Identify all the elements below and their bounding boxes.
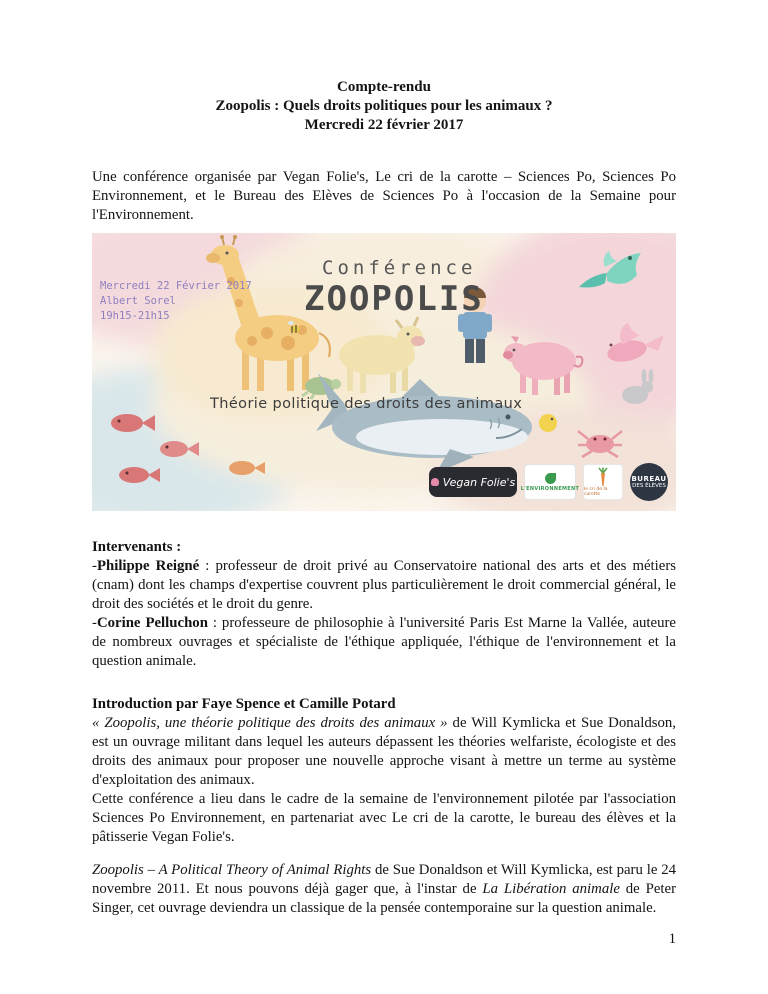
speaker-paragraph-2: [92, 614, 676, 671]
poster-schedule-place: Albert Sorel: [100, 295, 176, 307]
logo-cri-de-la-carotte: [583, 464, 623, 500]
zoopolis-book-title-en: Zoopolis – A Political Theory of Animal Rights: [92, 862, 372, 878]
introduction-paragraph-2: [92, 790, 676, 847]
logo-carotte-label: le cri de la carotte: [584, 487, 608, 497]
introduction-paragraph-1: [92, 714, 676, 790]
conference-poster-image: [92, 233, 676, 511]
intervenants-heading: Intervenants :: [92, 539, 182, 555]
title-line-1: Compte-rendu: [337, 79, 431, 95]
page-number: 1: [668, 931, 676, 947]
logo-environnement-label: L'ENVIRONNEMENT: [520, 485, 580, 492]
speaker-2-description: : professeure de philosophie à l'université Paris Est Marne la Vallée, auteure de nombreux ouvrages et spécialiste de l'éthique appliquée, l'éthique de l'environnement et la question animale.: [92, 615, 676, 669]
introduction-paragraph-1-text: de Will Kymlicka et Sue Donaldson, est un ouvrage militant dans lequel les auteurs dépassent les théories welfariste, écologiste et des droits des animaux pour proposer une nouvelle approche visant à mettre un terme au système d'exploitation des animaux.: [92, 715, 676, 788]
poster-title-large: ZOOPOLIS: [304, 279, 484, 319]
intro-paragraph: [92, 168, 676, 225]
logo-bureau-line2: DES ÉLÈVES: [632, 483, 666, 489]
cupcake-icon: [431, 478, 439, 486]
poster-subtitle: Théorie politique des droits des animaux: [210, 396, 523, 412]
document-title-block: [92, 78, 676, 135]
speaker-2-name: Corine Pelluchon: [96, 615, 208, 631]
liberation-animale-title: La Libération animale: [482, 881, 620, 897]
speaker-1-description: : professeur de droit privé au Conservatoire national des arts et des métiers (cnam) dont les champs d'expertise couvrent plus particulièrement le droit commercial général, le droit des sociétés et le droit du genre.: [92, 558, 677, 612]
closing-paragraph-text-1: de Sue Donaldson et Will Kymlicka, est paru le 24 novembre 2011. Et nous pouvons déjà gager que, à l'instar de: [92, 862, 677, 897]
introduction-paragraph-2-text: Cette conférence a lieu dans le cadre de la semaine de l'environnement pilotée par l'association Sciences Po Environnement, en partenariat avec Le cri de la carotte, le bureau des élèves et la pâtisserie Vegan Folie's.: [92, 791, 676, 845]
intro-text: Une conférence organisée par Vegan Folie's, Le cri de la carotte – Sciences Po, Sciences Po Environnement, et le Bureau des Elèves de Sciences Po à l'occasion de la Semaine pour l'Environnement.: [92, 169, 676, 223]
speaker-paragraph-1: [92, 557, 676, 614]
zoopolis-book-title-fr: « Zoopolis, une théorie politique des droits des animaux »: [92, 715, 448, 731]
closing-paragraph-text-2: de Peter Singer, cet ouvrage deviendra un classique de la pensée contemporaine sur la question animale.: [92, 881, 676, 916]
logo-bureau-line1: BUREAU: [631, 475, 667, 483]
logo-vegan-folies-label: Vegan Folie's: [442, 475, 516, 489]
chick-illustration: [539, 414, 557, 432]
logo-sciences-po-environnement: [520, 464, 580, 500]
introduction-heading: Introduction par Faye Spence et Camille Potard: [92, 696, 396, 712]
title-line-3: Mercredi 22 février 2017: [304, 117, 464, 133]
title-line-2: Zoopolis : Quels droits politiques pour les animaux ?: [215, 98, 553, 114]
poster-title-small: Conférence: [322, 257, 477, 279]
poster-logos: [429, 463, 668, 501]
speaker-2-dash: -: [92, 615, 97, 631]
poster-schedule-time: 19h15-21h15: [100, 310, 170, 322]
carrot-icon: [595, 467, 611, 487]
poster-schedule-date: Mercredi 22 Février 2017: [100, 280, 252, 292]
speaker-1-dash: -: [92, 558, 97, 574]
poster-schedule: [100, 279, 252, 324]
logo-bureau-des-eleves: [630, 463, 668, 501]
speaker-1-name: Philippe Reigné: [96, 558, 200, 574]
closing-paragraph: [92, 861, 676, 918]
leaf-icon: [545, 473, 556, 484]
logo-vegan-folies: [429, 467, 517, 497]
